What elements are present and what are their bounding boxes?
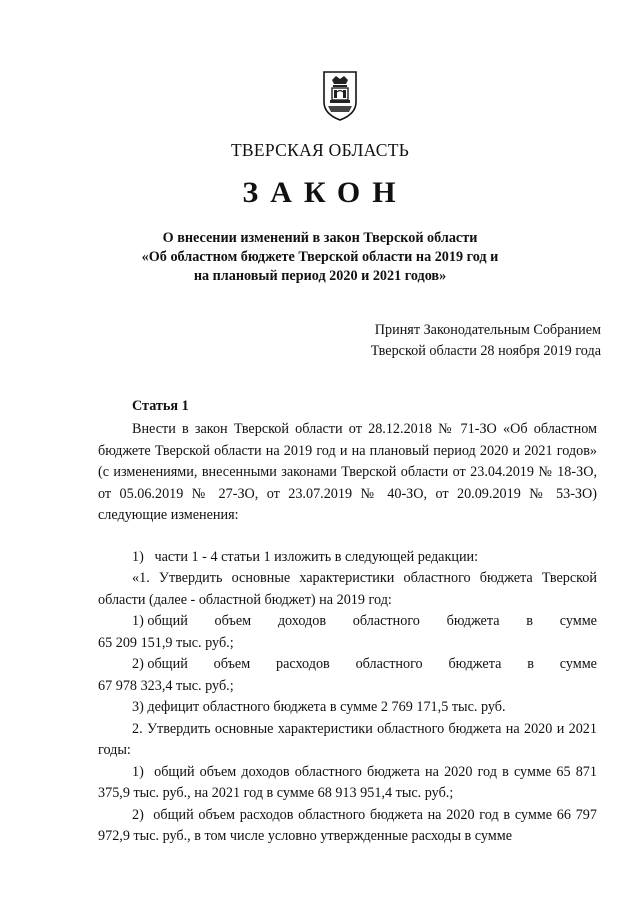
- subparagraph: 1) общий объем доходов областного бюджета на 2020 год в сумме 65 871 375,9 тыс. руб., на 2021 год в сумме 68 913 951,4 тыс. руб.;: [98, 763, 597, 801]
- article-heading: Статья 1: [132, 398, 189, 414]
- word: в: [527, 656, 534, 672]
- word: объем: [214, 613, 252, 629]
- paragraph: «1. Утвердить основные характеристики областного бюджета Тверской области (далее - областной бюджет) на 2019 год:: [98, 570, 597, 608]
- word: расходов: [276, 656, 330, 672]
- paragraph: 2. Утвердить основные характеристики областного бюджета на 2020 и 2021 годы:: [98, 720, 597, 758]
- subparagraph: 2) общий объем расходов областного бюджета на 2020 год в сумме 66 797 972,9 тыс. руб., в том числе условно утвержденные расходы в сумме: [98, 806, 597, 844]
- word: объем: [213, 656, 251, 672]
- subparagraph-line: [98, 611, 597, 633]
- document-title: ЗАКОН: [242, 176, 408, 209]
- coat-of-arms-icon: [318, 66, 362, 122]
- word: 1) общий: [132, 613, 188, 629]
- adoption-line: Тверской области 28 ноября 2019 года: [370, 343, 601, 359]
- adoption-line: Принят Законодательным Собранием: [374, 322, 601, 338]
- word: в: [526, 613, 533, 629]
- subparagraph-continuation: 65 209 151,9 тыс. руб.;: [98, 634, 234, 651]
- subparagraph: 3) дефицит областного бюджета в сумме 2 769 171,5 тыс. руб.: [132, 699, 506, 715]
- subtitle-line: на плановый период 2020 и 2021 годов»: [193, 268, 447, 284]
- article-body: [98, 419, 597, 848]
- list-item: 1) части 1 - 4 статьи 1 изложить в следующей редакции:: [132, 548, 479, 565]
- region-name: ТВЕРСКАЯ ОБЛАСТЬ: [230, 140, 410, 160]
- word: бюджета: [446, 613, 500, 629]
- word: 2) общий: [132, 656, 188, 672]
- word: областного: [355, 656, 423, 672]
- word: бюджета: [448, 656, 502, 672]
- subparagraph-continuation: 67 978 323,4 тыс. руб.;: [98, 677, 234, 694]
- word: сумме: [559, 613, 597, 629]
- word: сумме: [559, 656, 597, 672]
- adoption-note: [371, 320, 601, 362]
- subparagraph-line: [98, 654, 597, 676]
- subtitle-line: «Об областном бюджете Тверской области на 2019 год и: [141, 249, 499, 265]
- word: областного: [352, 613, 420, 629]
- subtitle-line: О внесении изменений в закон Тверской области: [162, 230, 478, 246]
- article-intro: Внести в закон Тверской области от 28.12.2018 № 71-ЗО «Об областном бюджете Тверской области на 2019 год и на плановый период 2020 и 2021 годов» (с изменениями, внесенными законами Тверской области от 23.04.2019 № 18-ЗО, от 05.06.2019 № 27-ЗО, от 23.07.2019 № 40-ЗО, от 20.09.2019 № 53-ЗО) следующие изменения:: [98, 421, 597, 523]
- word: доходов: [277, 613, 327, 629]
- law-subtitle: [60, 229, 580, 286]
